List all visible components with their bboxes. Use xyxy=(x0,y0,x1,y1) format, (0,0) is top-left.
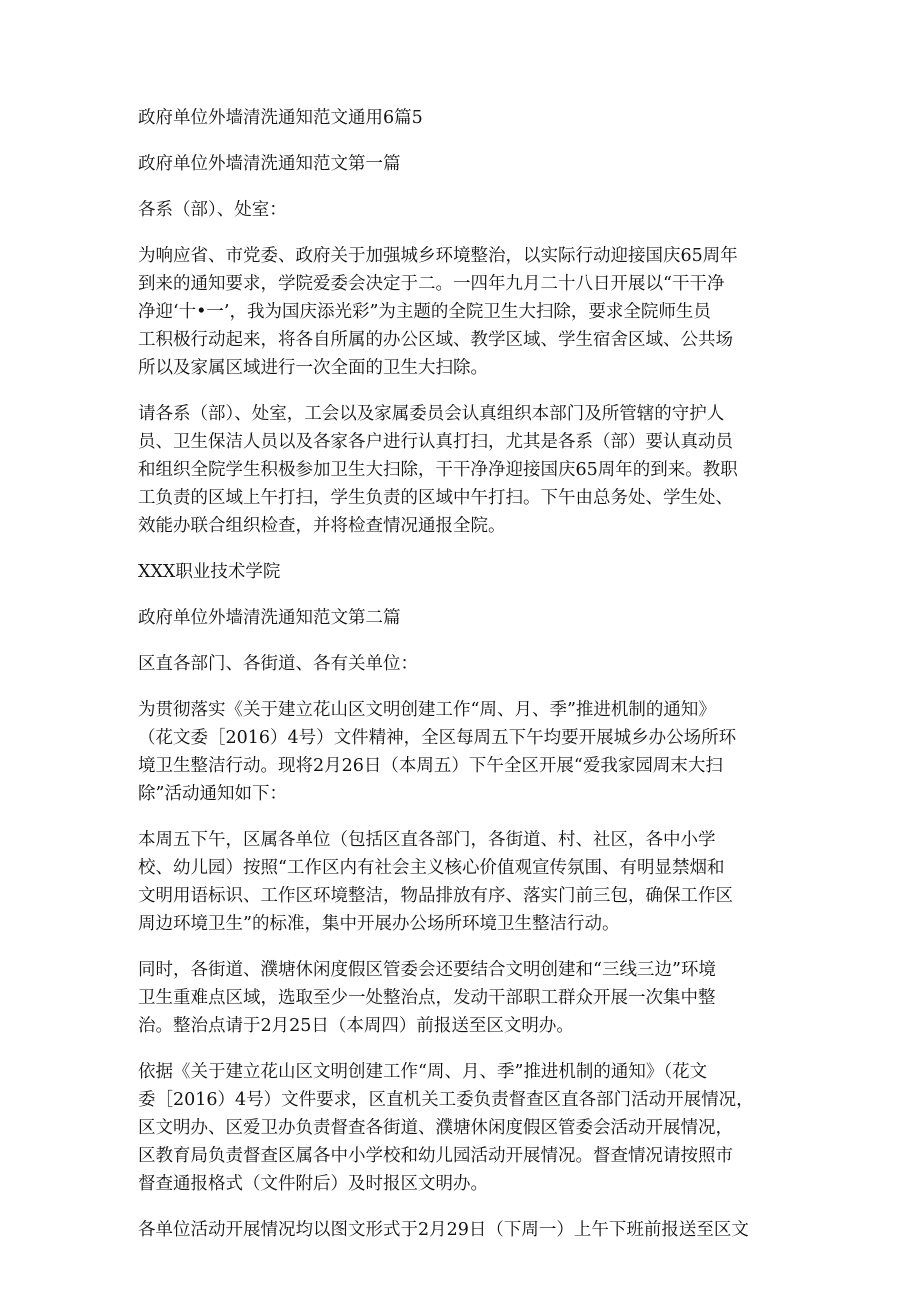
text-line: 效能办联合组织检查，并将检查情况通报全院。 xyxy=(138,516,506,536)
text-line: 督查通报格式（文件附后）及时报区文明办。 xyxy=(138,1174,488,1194)
text-line: 员、卫生保洁人员以及各家各户进行认真打扫，尤其是各系（部）要认真动员 xyxy=(138,432,733,452)
text-line: 治。整治点请于2月25日（本周四）前报送至区文明办。 xyxy=(138,1016,574,1036)
section2-paragraph-2 xyxy=(138,826,768,938)
document-title: 政府单位外墙清洗通知范文通用6篇5 xyxy=(138,108,423,128)
section1-heading: 政府单位外墙清洗通知范文第一篇 xyxy=(138,154,401,174)
text-line: 工负责的区域上午打扫，学生负责的区域中午打扫。下午由总务处、学生处、 xyxy=(138,488,733,508)
text-line: 净迎‘十•一’，我为国庆添光彩”为主题的全院卫生大扫除，要求全院师生员 xyxy=(138,302,711,322)
section1-paragraph-1 xyxy=(138,242,768,382)
text-line: 请各系（部）、处室，工会以及家属委员会认真组织本部门及所管辖的守护人 xyxy=(138,404,725,424)
document-page xyxy=(138,104,768,1262)
text-line: （花文委［2016）4号）文件精神，全区每周五下午均要开展城乡办公场所环 xyxy=(138,728,737,748)
section1-paragraph-2 xyxy=(138,400,768,540)
text-line: 卫生重难点区域，选取至少一处整治点，发动干部职工群众开展一次集中整 xyxy=(138,988,716,1008)
text-line: 除”活动通知如下： xyxy=(138,784,287,804)
text-line: 和组织全院学生积极参加卫生大扫除，干干净净迎接国庆65周年的到来。教职 xyxy=(138,460,738,480)
section1-signature: XXX职业技术学院 xyxy=(138,562,281,582)
section2-paragraph-4 xyxy=(138,1058,768,1198)
text-line: 区教育局负责督查区属各中小学校和幼儿园活动开展情况。督查情况请按照市 xyxy=(138,1146,733,1166)
text-line: 本周五下午，区属各单位（包括区直各部门，各街道、村、社区，各中小学 xyxy=(138,830,716,850)
text-line: 到来的通知要求，学院爱委会决定于二。一四年九月二十八日开展以“干干净 xyxy=(138,274,725,294)
text-line: 为响应省、市党委、政府关于加强城乡环境整治，以实际行动迎接国庆65周年 xyxy=(138,246,738,266)
text-line: 委［2016）4号）文件要求，区直机关工委负责督查区直各部门活动开展情况， xyxy=(138,1090,754,1110)
section2-paragraph-1 xyxy=(138,696,768,808)
text-line: 区文明办、区爱卫办负责督查各街道、濮塘休闲度假区管委会活动开展情况， xyxy=(138,1118,733,1138)
text-line: 境卫生整洁行动。现将2月26日（本周五）下午全区开展“爱我家园周末大扫 xyxy=(138,756,723,776)
section2-paragraph-5 xyxy=(138,1216,768,1244)
text-line: 同时，各街道、濮塘休闲度假区管委会还要结合文明创建和“三线三边”环境 xyxy=(138,960,716,980)
text-line: 依据《关于建立花山区文明创建工作“周、月、季”推进机制的通知》（花文 xyxy=(138,1062,708,1082)
text-line: 各单位活动开展情况均以图文形式于2月29日（下周一）上午下班前报送至区文 xyxy=(138,1220,749,1240)
text-line: 文明用语标识、工作区环境整洁，物品排放有序、落实门前三包，确保工作区 xyxy=(138,886,733,906)
section2-salutation: 区直各部门、各街道、各有关单位： xyxy=(138,654,418,674)
text-line: 周边环境卫生”的标准，集中开展办公场所环境卫生整洁行动。 xyxy=(138,914,620,934)
section1-salutation: 各系（部）、处室： xyxy=(138,200,287,220)
section2-heading: 政府单位外墙清洗通知范文第二篇 xyxy=(138,608,401,628)
text-line: 为贯彻落实《关于建立花山区文明创建工作“周、月、季”推进机制的通知》 xyxy=(138,700,716,720)
text-line: 工积极行动起来，将各自所属的办公区域、教学区域、学生宿舍区域、公共场 xyxy=(138,330,733,350)
section2-paragraph-3 xyxy=(138,956,768,1040)
text-line: 所以及家属区域进行一次全面的卫生大扫除。 xyxy=(138,358,488,378)
text-line: 校、幼儿园）按照“工作区内有社会主义核心价值观宣传氛围、有明显禁烟和 xyxy=(138,858,725,878)
